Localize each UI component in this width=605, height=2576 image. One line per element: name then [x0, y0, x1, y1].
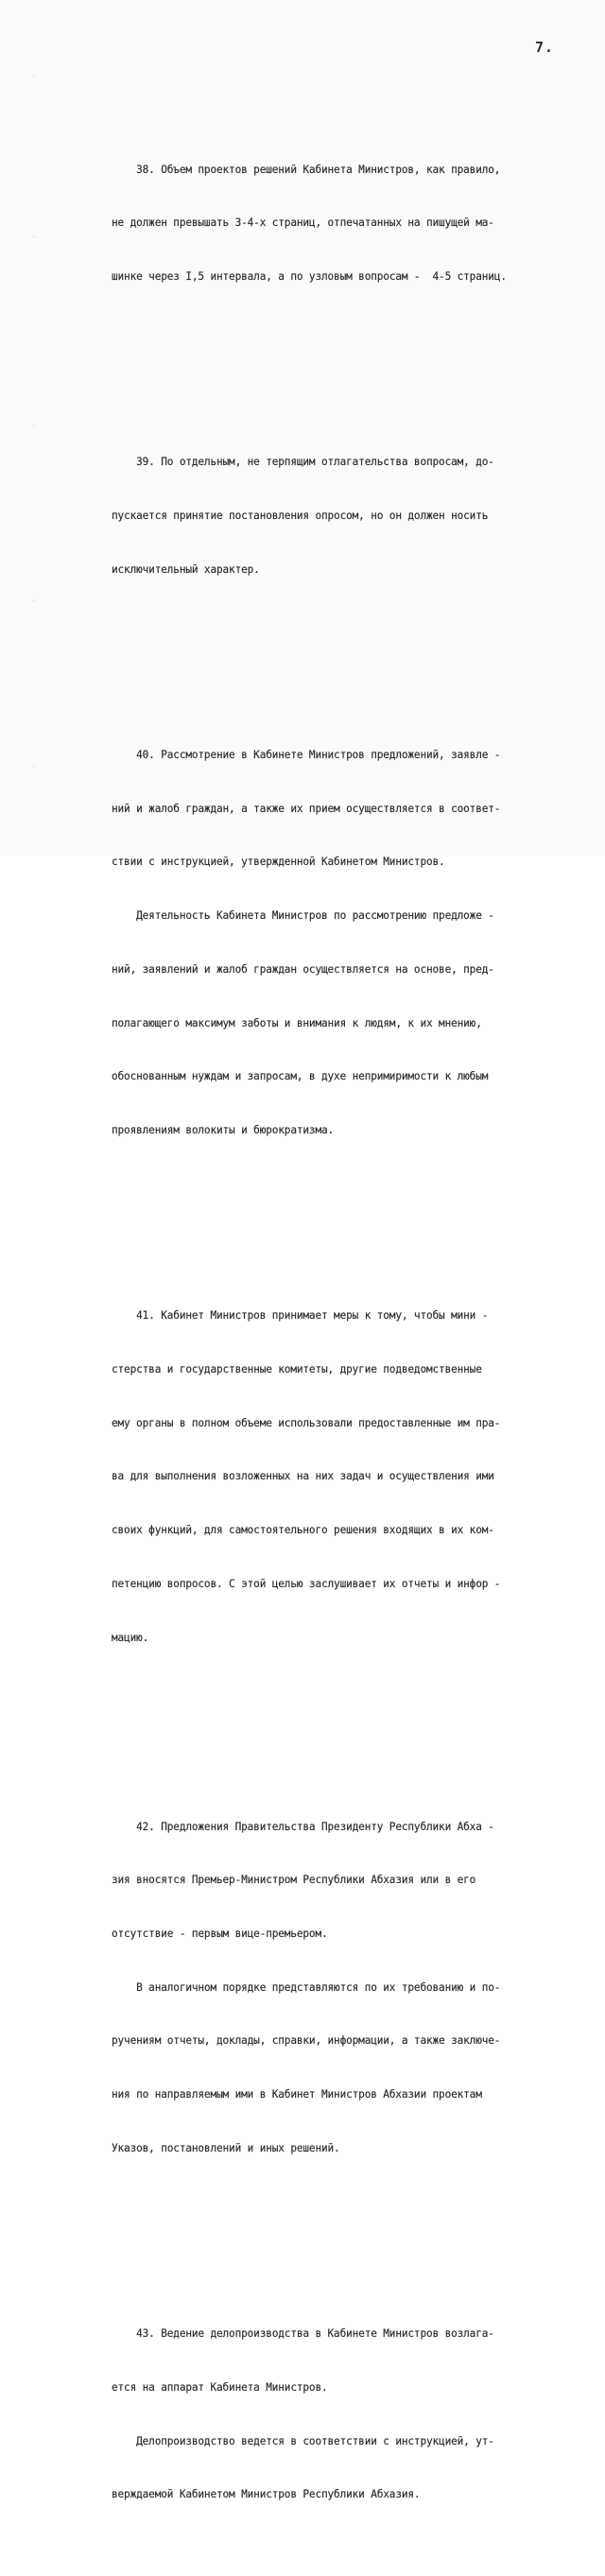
page-number: 7. — [535, 39, 555, 56]
text-line: 43. Ведение делопроизводства в Кабинете Министров возлага- — [112, 2327, 494, 2341]
text-line: верждаемой Кабинетом Министров Республики Абхазия. — [112, 2488, 421, 2501]
text-line: проявлениям волокиты и бюрократизма. — [112, 1123, 335, 1136]
text-line: ствии с инструкцией, утвержденной Кабинетом Министров. — [112, 856, 445, 869]
text-line: 42. Предложения Правительства Президенту Республики Абха - — [112, 1820, 494, 1833]
text-line: стерства и государственные комитеты, другие подведомственные — [112, 1363, 482, 1375]
text-line: Указов, постановлений и иных решений. — [112, 2141, 340, 2154]
text-line: 39. По отдельным, не терпящим отлагательства вопросам, до- — [112, 456, 494, 469]
text-line: полагающего максимум заботы и внимания к людям, к их мнению, — [112, 1016, 482, 1029]
document-body — [112, 72, 589, 2576]
text-line: не должен превышать 3-4-х страниц, отпечатанных на пишущей ма- — [112, 216, 494, 230]
text-line: ния по направляемым ими в Кабинет Министров Абхазии проектам — [112, 2088, 482, 2101]
text-line: В аналогичном порядке представляются по их требованию и по- — [112, 1980, 501, 1994]
text-line: 38. Объем проектов решений Кабинета Министров, как правило, — [112, 163, 501, 176]
paragraph-43 — [112, 2290, 589, 2540]
binder-hole-mark: ◦ — [29, 233, 42, 241]
text-line: ется на аппарат Кабинета Министров. — [112, 2380, 328, 2394]
paragraph-42 — [112, 1783, 589, 2194]
binder-hole-mark: ◦ — [29, 422, 42, 430]
text-line: своих функций, для самостоятельного решения входящих в их ком- — [112, 1524, 494, 1537]
text-line: исключительный характер. — [112, 562, 260, 576]
text-line: ний, заявлений и жалоб граждан осуществляется на основе, пред- — [112, 962, 494, 976]
paragraph-41 — [112, 1271, 589, 1683]
text-line: ва для выполнения возложенных на них задач и осуществления ими — [112, 1470, 494, 1483]
text-line: ний и жалоб граждан, а также их прием осуществляется в соответ- — [112, 802, 501, 815]
text-line: ручениям отчеты, доклады, справки, информации, а также заключе- — [112, 2034, 501, 2048]
text-line: шинке через I,5 интервала, а по узловым вопросам - 4-5 страниц. — [112, 269, 507, 283]
paragraph-40 — [112, 711, 589, 1175]
paragraph-39 — [112, 418, 589, 614]
text-line: Делопроизводство ведется в соответствии с инструкцией, ут- — [112, 2434, 494, 2447]
binder-hole-mark: ◦ — [29, 72, 42, 80]
text-line: зия вносятся Премьер-Министром Республики Абхазия или в его — [112, 1874, 476, 1887]
text-line: петенцию вопросов. С этой целью заслушивает их отчеты и инфор - — [112, 1577, 501, 1590]
binder-hole-mark: ◦ — [29, 596, 42, 605]
text-line: пускается принятие постановления опросом, но он должен носить — [112, 509, 489, 522]
paragraph-38 — [112, 126, 589, 322]
text-line: 41. Кабинет Министров принимает меры к тому, чтобы мини - — [112, 1309, 489, 1323]
text-line: отсутствие - первым вице-премьером. — [112, 1927, 328, 1940]
text-line: 40. Рассмотрение в Кабинете Министров предложений, заявле - — [112, 749, 501, 762]
binder-hole-mark: ◦ — [29, 762, 42, 770]
text-line: обоснованным нуждам и запросам, в духе непримиримости к любым — [112, 1070, 489, 1083]
text-line: Деятельность Кабинета Министров по рассмотрению предложе - — [112, 909, 494, 923]
text-line: мацию. — [112, 1631, 149, 1644]
text-line: ему органы в полном объеме использовали предоставленные им пра- — [112, 1416, 501, 1429]
